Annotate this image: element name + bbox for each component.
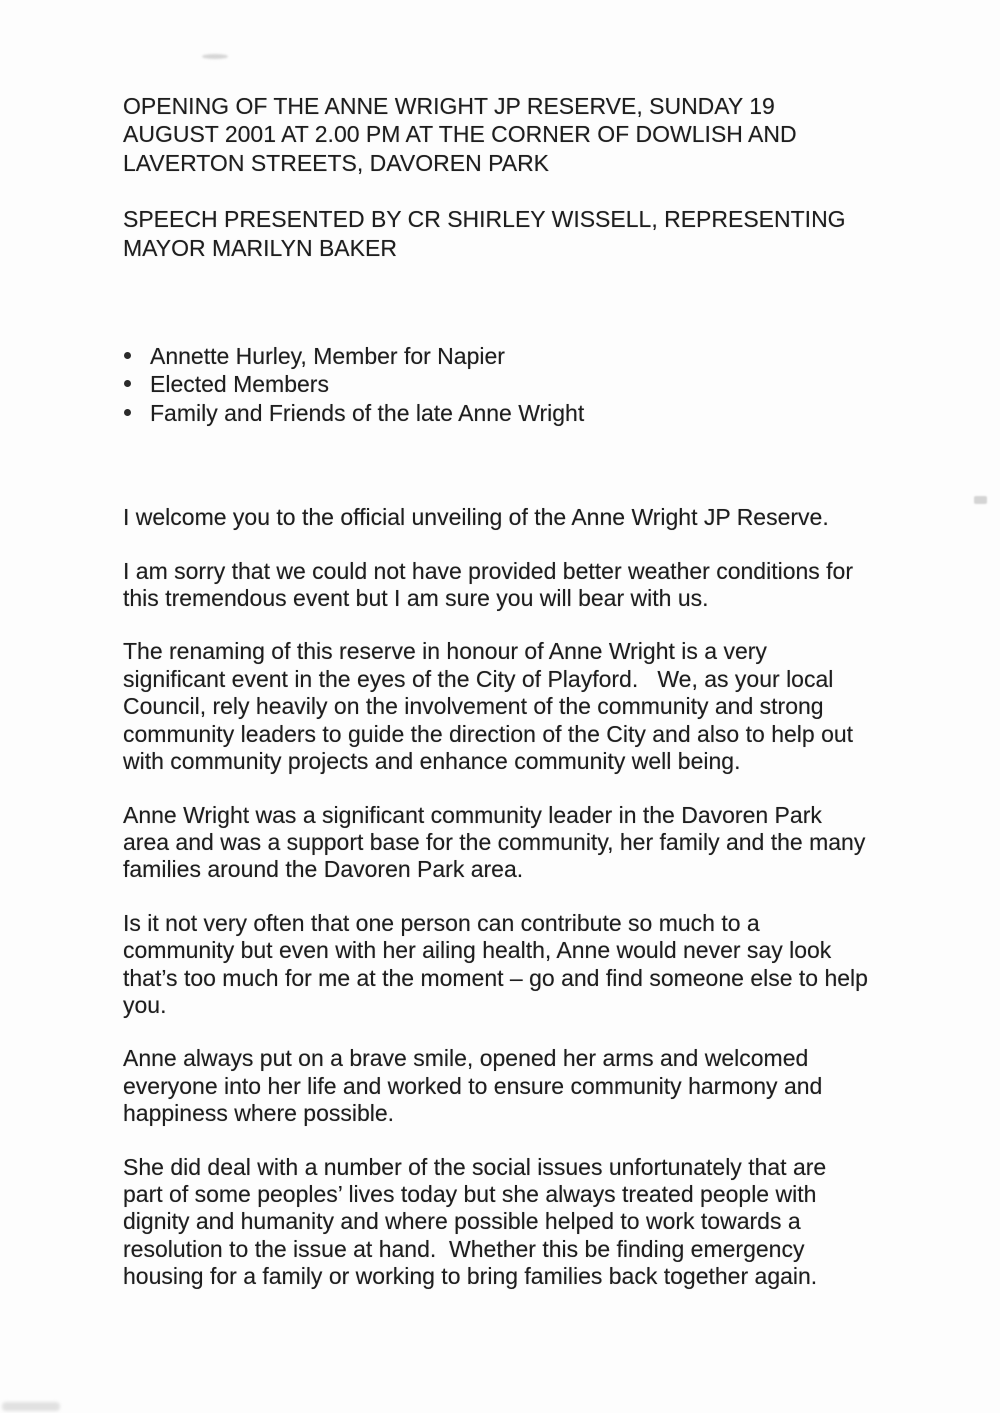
paragraph-line: Is it not very often that one person can contribute so much to a: [123, 909, 760, 936]
scan-smudge-bottom: [2, 1402, 60, 1411]
paragraph-line: Council, rely heavily on the involvement of the community and strong: [123, 693, 824, 720]
presenter-line: MAYOR MARILYN BAKER: [123, 234, 397, 261]
paragraph-line: resolution to the issue at hand. Whether this be finding emergency: [123, 1235, 805, 1262]
list-item-label: Annette Hurley, Member for Napier: [150, 343, 505, 370]
bullet-icon: [124, 352, 131, 359]
bullet-icon: [124, 380, 131, 387]
list-item: [123, 370, 923, 398]
paragraph-line: housing for a family or working to bring families back together again.: [123, 1263, 818, 1290]
paragraph: [123, 504, 923, 531]
list-item: [123, 399, 923, 427]
paragraph: [123, 1045, 923, 1127]
paragraph-line: happiness where possible.: [123, 1100, 395, 1127]
presenter-line: SPEECH PRESENTED BY CR SHIRLEY WISSELL, REPRESENTING: [123, 206, 846, 233]
presenter-heading: [123, 205, 923, 262]
list-item-label: Elected Members: [150, 371, 329, 398]
paragraph-line: She did deal with a number of the social issues unfortunately that are: [123, 1153, 827, 1180]
paragraph-line: you.: [123, 991, 167, 1018]
title-line: OPENING OF THE ANNE WRIGHT JP RESERVE, SUNDAY 19: [123, 93, 775, 119]
paragraph-line: families around the Davoren Park area.: [123, 856, 524, 883]
title-line: LAVERTON STREETS, DAVOREN PARK: [123, 149, 550, 176]
list-item-label: Family and Friends of the late Anne Wright: [150, 399, 585, 426]
paragraph-line: dignity and humanity and where possible helped to work towards a: [123, 1208, 801, 1235]
paragraph: [123, 638, 923, 775]
paragraph: [123, 802, 923, 884]
paragraph: [123, 910, 923, 1020]
paragraph-line: The renaming of this reserve in honour of Anne Wright is a very: [123, 638, 767, 665]
paragraph-line: this tremendous event but I am sure you will bear with us.: [123, 585, 709, 612]
paragraph: [123, 558, 923, 613]
paragraph: [123, 1154, 923, 1291]
title-line: AUGUST 2001 AT 2.00 PM AT THE CORNER OF DOWLISH AND: [123, 121, 797, 148]
scan-smudge-top: [202, 54, 228, 59]
paragraph-line: with community projects and enhance community well being.: [123, 748, 741, 775]
paragraph-line: that’s too much for me at the moment – go and find someone else to help: [123, 964, 868, 991]
document-title: [123, 92, 923, 177]
paragraph-line: I am sorry that we could not have provided better weather conditions for: [123, 557, 854, 584]
paragraph-line: community leaders to guide the direction of the City and also to help out: [123, 720, 854, 747]
bullet-icon: [124, 409, 131, 416]
paragraph-line: community but even with her ailing health, Anne would never say look: [123, 937, 832, 964]
paragraph-line: Anne Wright was a significant community leader in the Davoren Park: [123, 801, 822, 828]
paragraph-line: part of some peoples’ lives today but she always treated people with: [123, 1180, 817, 1207]
paragraph-line: everyone into her life and worked to ensure community harmony and: [123, 1072, 823, 1099]
list-item: [123, 342, 923, 370]
attendee-list: [123, 342, 923, 427]
paragraph-line: area and was a support base for the community, her family and the many: [123, 828, 866, 855]
paragraph-line: Anne always put on a brave smile, opened her arms and welcomed: [123, 1045, 809, 1072]
paragraph-line: I welcome you to the official unveiling of the Anne Wright JP Reserve.: [123, 504, 829, 531]
document-content: [123, 92, 923, 1291]
paragraph-line: significant event in the eyes of the City of Playford. We, as your local: [123, 665, 834, 692]
scan-mark-right: [974, 496, 987, 504]
